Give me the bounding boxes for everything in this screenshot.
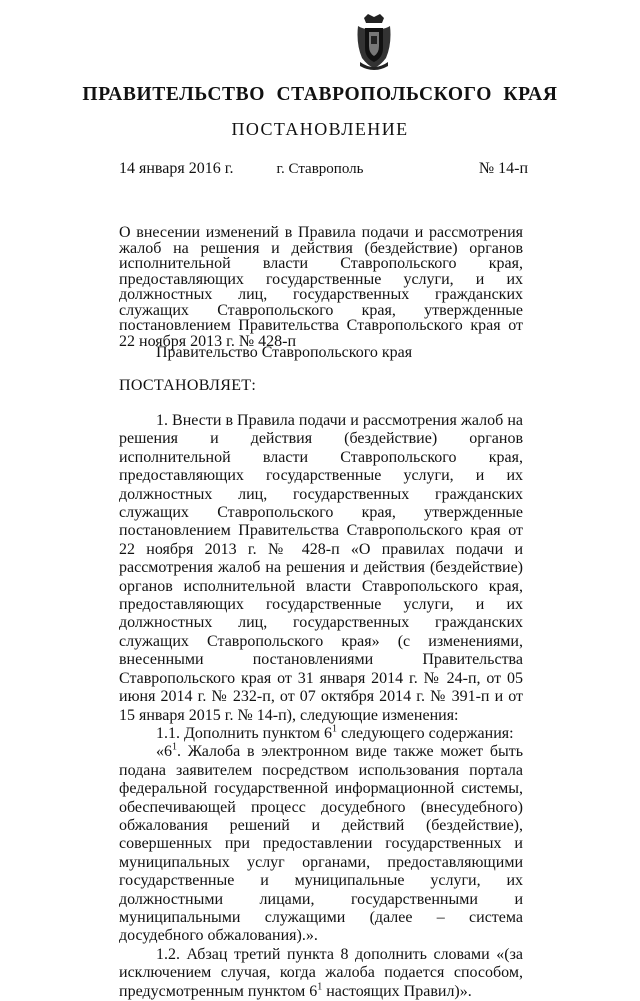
paragraph-6-1: «$6^1$. Жалоба в электронном виде также может быть подана заявителем посредством использования портала федеральной государственной информационной системы, обеспечивающей процесс досудебного (внесудебного) обжалования решений и действий (бездействие), совершенных при предоставлении государственных и муниципальных услуг органами, предоставляющими государственные и муниципальные услуги, их должностными лицами, государственными и муниципальными служащими (далее – система досудебного обжалования).». bbox=[119, 741, 523, 945]
document-type: ПОСТАНОВЛЕНИЕ bbox=[231, 119, 409, 139]
paragraph-1-2: 1.2. Абзац третий пункта 8 дополнить словами «(за исключением случая, когда жалоба подается способом, предусмотренным пунктом $6^1$ настоящих Правил)». bbox=[119, 945, 523, 1000]
decree-body bbox=[119, 412, 523, 1001]
document-number: № 14-п bbox=[478, 160, 528, 177]
coat-of-arms-icon bbox=[354, 14, 394, 70]
issuing-body-line: Правительство Ставропольского края bbox=[156, 344, 413, 361]
paragraph-1-1: 1.1. Дополнить пунктом $6^1$ следующего содержания: bbox=[156, 723, 514, 742]
paragraph-1: 1. Внести в Правила подачи и рассмотрения жалоб на решения и действия (бездействие) органов исполнительной власти Ставропольского края, предоставляющих государственные услуги, и их должностных лиц, государственных гражданских служащих Ставропольского края, утвержденные постановлением Правительства Ставропольского края от 22 ноября 2013 г. № 428-п «О правилах подачи и рассмотрения жалоб на решения и действия (бездействие) органов исполнительной власти Ставропольского края, предоставляющих государственные услуги, и их должностных лиц, государственных гражданских служащих Ставропольского края» (с изменениями, внесенными постановлениями Правительства Ставропольского края от 31 января 2014 г. № 24-п, от 05 июня 2014 г. № 232-п, от 07 октября 2014 г. № 391-п и от 15 января 2015 г. № 14-п), следующие изменения: bbox=[119, 412, 523, 724]
document-city: г. Ставрополь bbox=[276, 161, 364, 177]
decree-word: ПОСТАНОВЛЯЕТ: bbox=[119, 377, 257, 394]
document-subject: О внесении изменений в Правила подачи и рассмотрения жалоб на решения и действия (бездействие) органов исполнительной власти Ставропольского края, предоставляющих государственные услуги, и их должностных лиц, государственных гражданских служащих Ставропольского края, утвержденные постановлением Правительства Ставропольского края от 22 ноября 2013 г. № 428-п bbox=[119, 224, 523, 350]
government-title: ПРАВИТЕЛЬСТВО СТАВРОПОЛЬСКОГО КРАЯ bbox=[82, 84, 558, 105]
document-date: 14 января 2016 г. bbox=[119, 160, 234, 177]
